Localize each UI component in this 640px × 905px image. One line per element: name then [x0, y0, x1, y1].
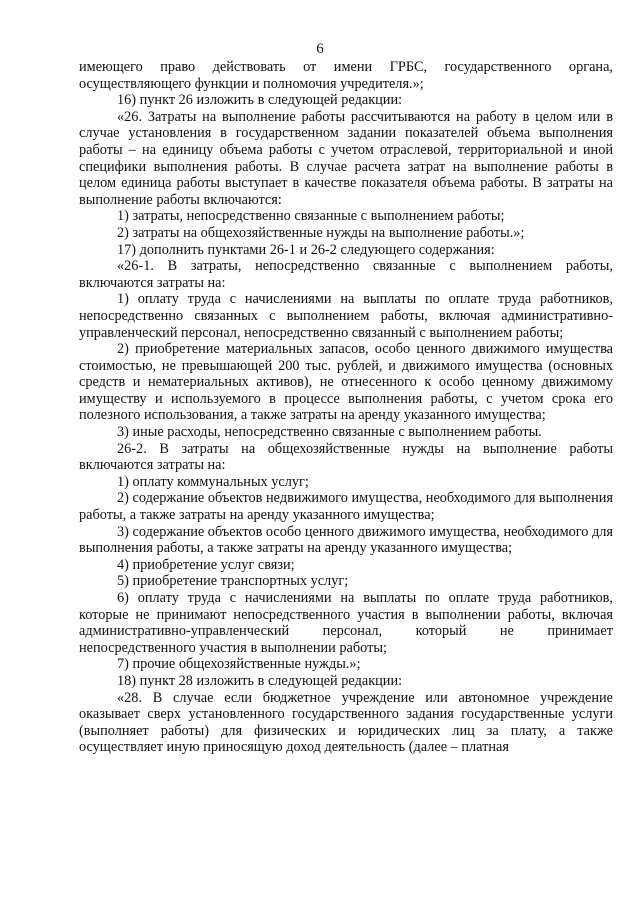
paragraph: «26. Затраты на выполнение работы рассчитываются на работу в целом или в случае установления в государственном задании показателей объема выполнения работы – на единицу объема работы с учетом отраслевой, территориальной и иной специфики выполнения работы. В случае расчета затрат на выполнение работы в целом единица работы выступает в качестве показателя объема работы. В затраты на выполнение работы включаются: — [79, 108, 613, 208]
paragraph: «26-1. В затраты, непосредственно связанные с выполнением работы, включаются затраты на: — [79, 258, 613, 291]
paragraph: 2) затраты на общехозяйственные нужды на выполнение работы.»; — [117, 224, 525, 241]
paragraph: 7) прочие общехозяйственные нужды.»; — [117, 656, 361, 673]
paragraph: 1) оплату труда с начислениями на выплаты по оплате труда работников, непосредственно связанных с выполнением работы, включая административно-управленческий персонал, непосредственно связанный с выполнением работы; — [79, 291, 613, 341]
paragraph: имеющего право действовать от имени ГРБС, государственного органа, осуществляющего функции и полномочия учредителя.»; — [79, 59, 613, 92]
document-body — [79, 59, 613, 756]
paragraph: 18) пункт 28 изложить в следующей редакции: — [117, 672, 403, 689]
paragraph: 2) содержание объектов недвижимого имущества, необходимого для выполнения работы, а также затраты на аренду указанного имущества; — [79, 490, 613, 524]
paragraph: 16) пункт 26 изложить в следующей редакции: — [117, 92, 403, 109]
paragraph: 4) приобретение услуг связи; — [117, 556, 295, 573]
paragraph: 5) приобретение транспортных услуг; — [117, 573, 349, 590]
paragraph: 3) содержание объектов особо ценного движимого имущества, необходимого для выполнения работы, а также затраты на аренду указанного имущества; — [79, 523, 613, 557]
paragraph: 1) оплату коммунальных услуг; — [117, 473, 309, 490]
paragraph: «28. В случае если бюджетное учреждение или автономное учреждение оказывает сверх установленного государственного задания государственные услуги (выполняет работы) для физических и юридических лиц за плату, а также осуществляет иную приносящую доход деятельность (далее – платная — [79, 689, 613, 756]
paragraph: 26-2. В затраты на общехозяйственные нужды на выполнение работы включаются затраты на: — [79, 440, 613, 474]
paragraph: 3) иные расходы, непосредственно связанные с выполнением работы. — [117, 424, 542, 441]
paragraph: 2) приобретение материальных запасов, особо ценного движимого имущества стоимостью, не превышающей 200 тыс. рублей, и движимого имущества (основных средств и нематериальных активов), не отнесенного к особо ценному движимому имуществу и используемого в процессе выполнения работы, с учетом срока его полезного использования, а также затраты на аренду указанного имущества; — [79, 341, 613, 424]
paragraph: 1) затраты, непосредственно связанные с выполнением работы; — [117, 208, 505, 225]
page-number: 6 — [316, 41, 324, 57]
paragraph: 6) оплату труда с начислениями на выплаты по оплате труда работников, которые не принимают непосредственного участия в выполнении работы, включая административно-управленческий персонал, который не принимает непосредственного участия в выполнении работы; — [79, 590, 613, 656]
paragraph: 17) дополнить пунктами 26-1 и 26-2 следующего содержания: — [117, 241, 495, 258]
